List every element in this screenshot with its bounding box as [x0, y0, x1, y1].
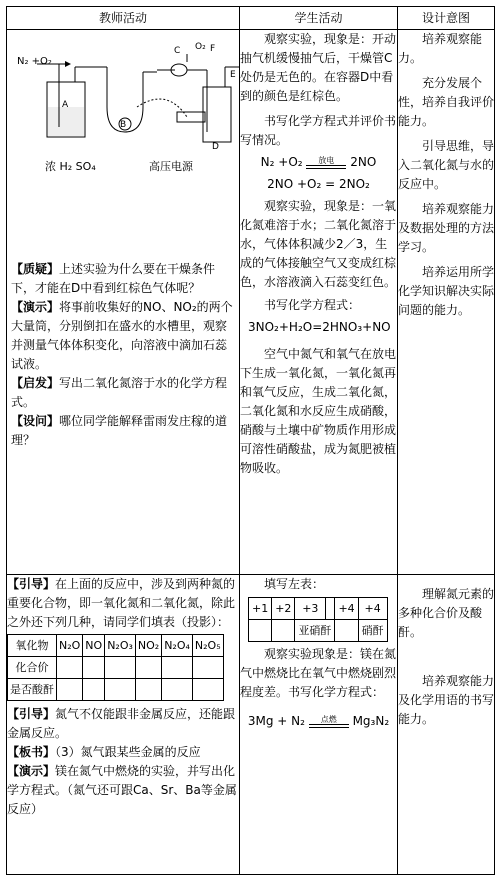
- equation-2: 2NO +O₂ = 2NO₂: [267, 177, 370, 191]
- design-4: 培养观察能力及数据处理的方法学习。: [398, 202, 495, 254]
- student-observe-3: 观察实验现象是：镁在氮气中燃烧比在氧气中燃烧剧烈程度差。书写化学方程式：: [240, 647, 397, 699]
- equation-1: N₂ +O₂ 放电 2NO: [260, 155, 377, 169]
- design-2: 充分发展个性，培养自我评价能力。: [398, 76, 495, 128]
- header-student: 学生活动: [240, 7, 398, 30]
- teacher-guide-2: 【引导】氮气不仅能跟非金属反应，还能跟金属反应。: [7, 707, 236, 740]
- label-F: F: [210, 44, 216, 54]
- student-explain: 空气中氮气和氧气在放电下生成一氧化氮，一氧化氮再和氧气反应，生成二氧化氮，二氧化氮和水反应生成硝酸，硝酸与土壤中矿物质作用形成可溶性硝酸盐，成为氮肥被植物吸收。: [240, 347, 397, 475]
- valence-table: [248, 597, 388, 642]
- teacher-hint: 【启发】写出二氧化氮溶于水的化学方程式。: [11, 376, 228, 409]
- equation-4: 3Mg + N₂ 点燃 Mg₃N₂: [247, 714, 390, 728]
- lesson-table: [6, 6, 495, 875]
- student-fill: 填写左表：: [264, 577, 325, 591]
- valence-row: +1 +2 +3 +4 +4: [249, 598, 388, 620]
- row2-teacher-cell: [7, 575, 240, 875]
- row2-student-cell: [240, 575, 398, 875]
- row2-design-cell: [398, 575, 495, 875]
- row1-teacher-cell: [7, 30, 240, 575]
- teacher-question: 【质疑】上述实验为什么要在干燥条件下，才能在D中看到红棕色气体呢？: [11, 262, 216, 295]
- row-1: [7, 30, 495, 575]
- header-design: 设计意图: [398, 7, 495, 30]
- oxide-table-valence: 化合价: [8, 657, 224, 679]
- label-C: C: [174, 46, 181, 56]
- design-5: 培养运用所学化学知识解决实际问题的能力。: [398, 265, 495, 317]
- design-6: 理解氮元素的多种化合价及酸酐。: [398, 587, 495, 639]
- row1-teacher-text: [7, 230, 239, 453]
- student-observe-1: 观察实验，现象是：开动抽气机缓慢抽气后，干燥管C处仍是无色的。在容器D中看到的颜色是红棕色。: [240, 32, 397, 103]
- student-write-1: 书写化学方程式并评价书写情况。: [240, 114, 397, 147]
- label-O2: O₂: [195, 42, 206, 52]
- design-7: 培养观察能力及化学用语的书写能力。: [398, 674, 495, 726]
- oxide-table-anhydride: 是否酸酐: [8, 679, 224, 701]
- label-power: 高压电源: [149, 160, 193, 173]
- oxide-table-head: 氧化物 N₂O NO N₂O₃ NO₂ N₂O₄ N₂O₅: [8, 635, 224, 657]
- anhydride-row: 亚硝酐 硝酐: [249, 620, 388, 642]
- oxide-table: [7, 634, 224, 701]
- student-write-2: 书写化学方程式：: [264, 298, 361, 312]
- header-teacher: 教师活动: [7, 7, 240, 30]
- design-1: 培养观察能力。: [398, 32, 483, 65]
- design-3: 引导思维，导入二氧化氮与水的反应中。: [398, 139, 495, 191]
- label-gas-in: N₂ +O₂: [17, 56, 52, 67]
- teacher-ask: 【设问】哪位同学能解释雷雨发庄稼的道理？: [11, 414, 228, 447]
- teacher-demo-2: 【演示】镁在氮气中燃烧的实验，并写出化学方程式。（氮气还可跟Ca、Sr、Ba等金属反应）: [7, 764, 237, 816]
- row1-student-cell: [240, 30, 398, 575]
- student-observe-2: 观察实验，现象是：一氧化氮难溶于水；二氧化氮溶于水，气体体积减少2／3，生成的气体接触空气又变成红棕色，水溶液滴入石蕊变红色。: [240, 199, 397, 289]
- row1-design-cell: [398, 30, 495, 575]
- teacher-demo: 【演示】将事前收集好的NO、NO₂的两个大量筒，分别倒扣在盛水的水槽里，观察并测量气体体积变化，向溶液中滴加石蕊试液。: [11, 300, 233, 371]
- label-B: B: [120, 120, 127, 130]
- teacher-guide-1: 【引导】在上面的反应中，涉及到两种氮的重要化合物，即一氧化氮和二氧化氮，除此之外还下列几种，请同学们填表（投影）：: [7, 577, 236, 629]
- equation-3: 3NO₂+H₂O=2HNO₃+NO: [248, 320, 391, 334]
- apparatus-diagram: [7, 30, 239, 230]
- row-2: [7, 575, 495, 875]
- teacher-board: 【板书】（3）氮气跟某些金属的反应: [7, 745, 201, 759]
- label-E: E: [230, 70, 236, 80]
- label-D: D: [212, 142, 219, 152]
- label-A: A: [62, 100, 69, 110]
- label-acid: 浓 H₂ SO₄: [45, 160, 96, 173]
- header-row: [7, 7, 495, 30]
